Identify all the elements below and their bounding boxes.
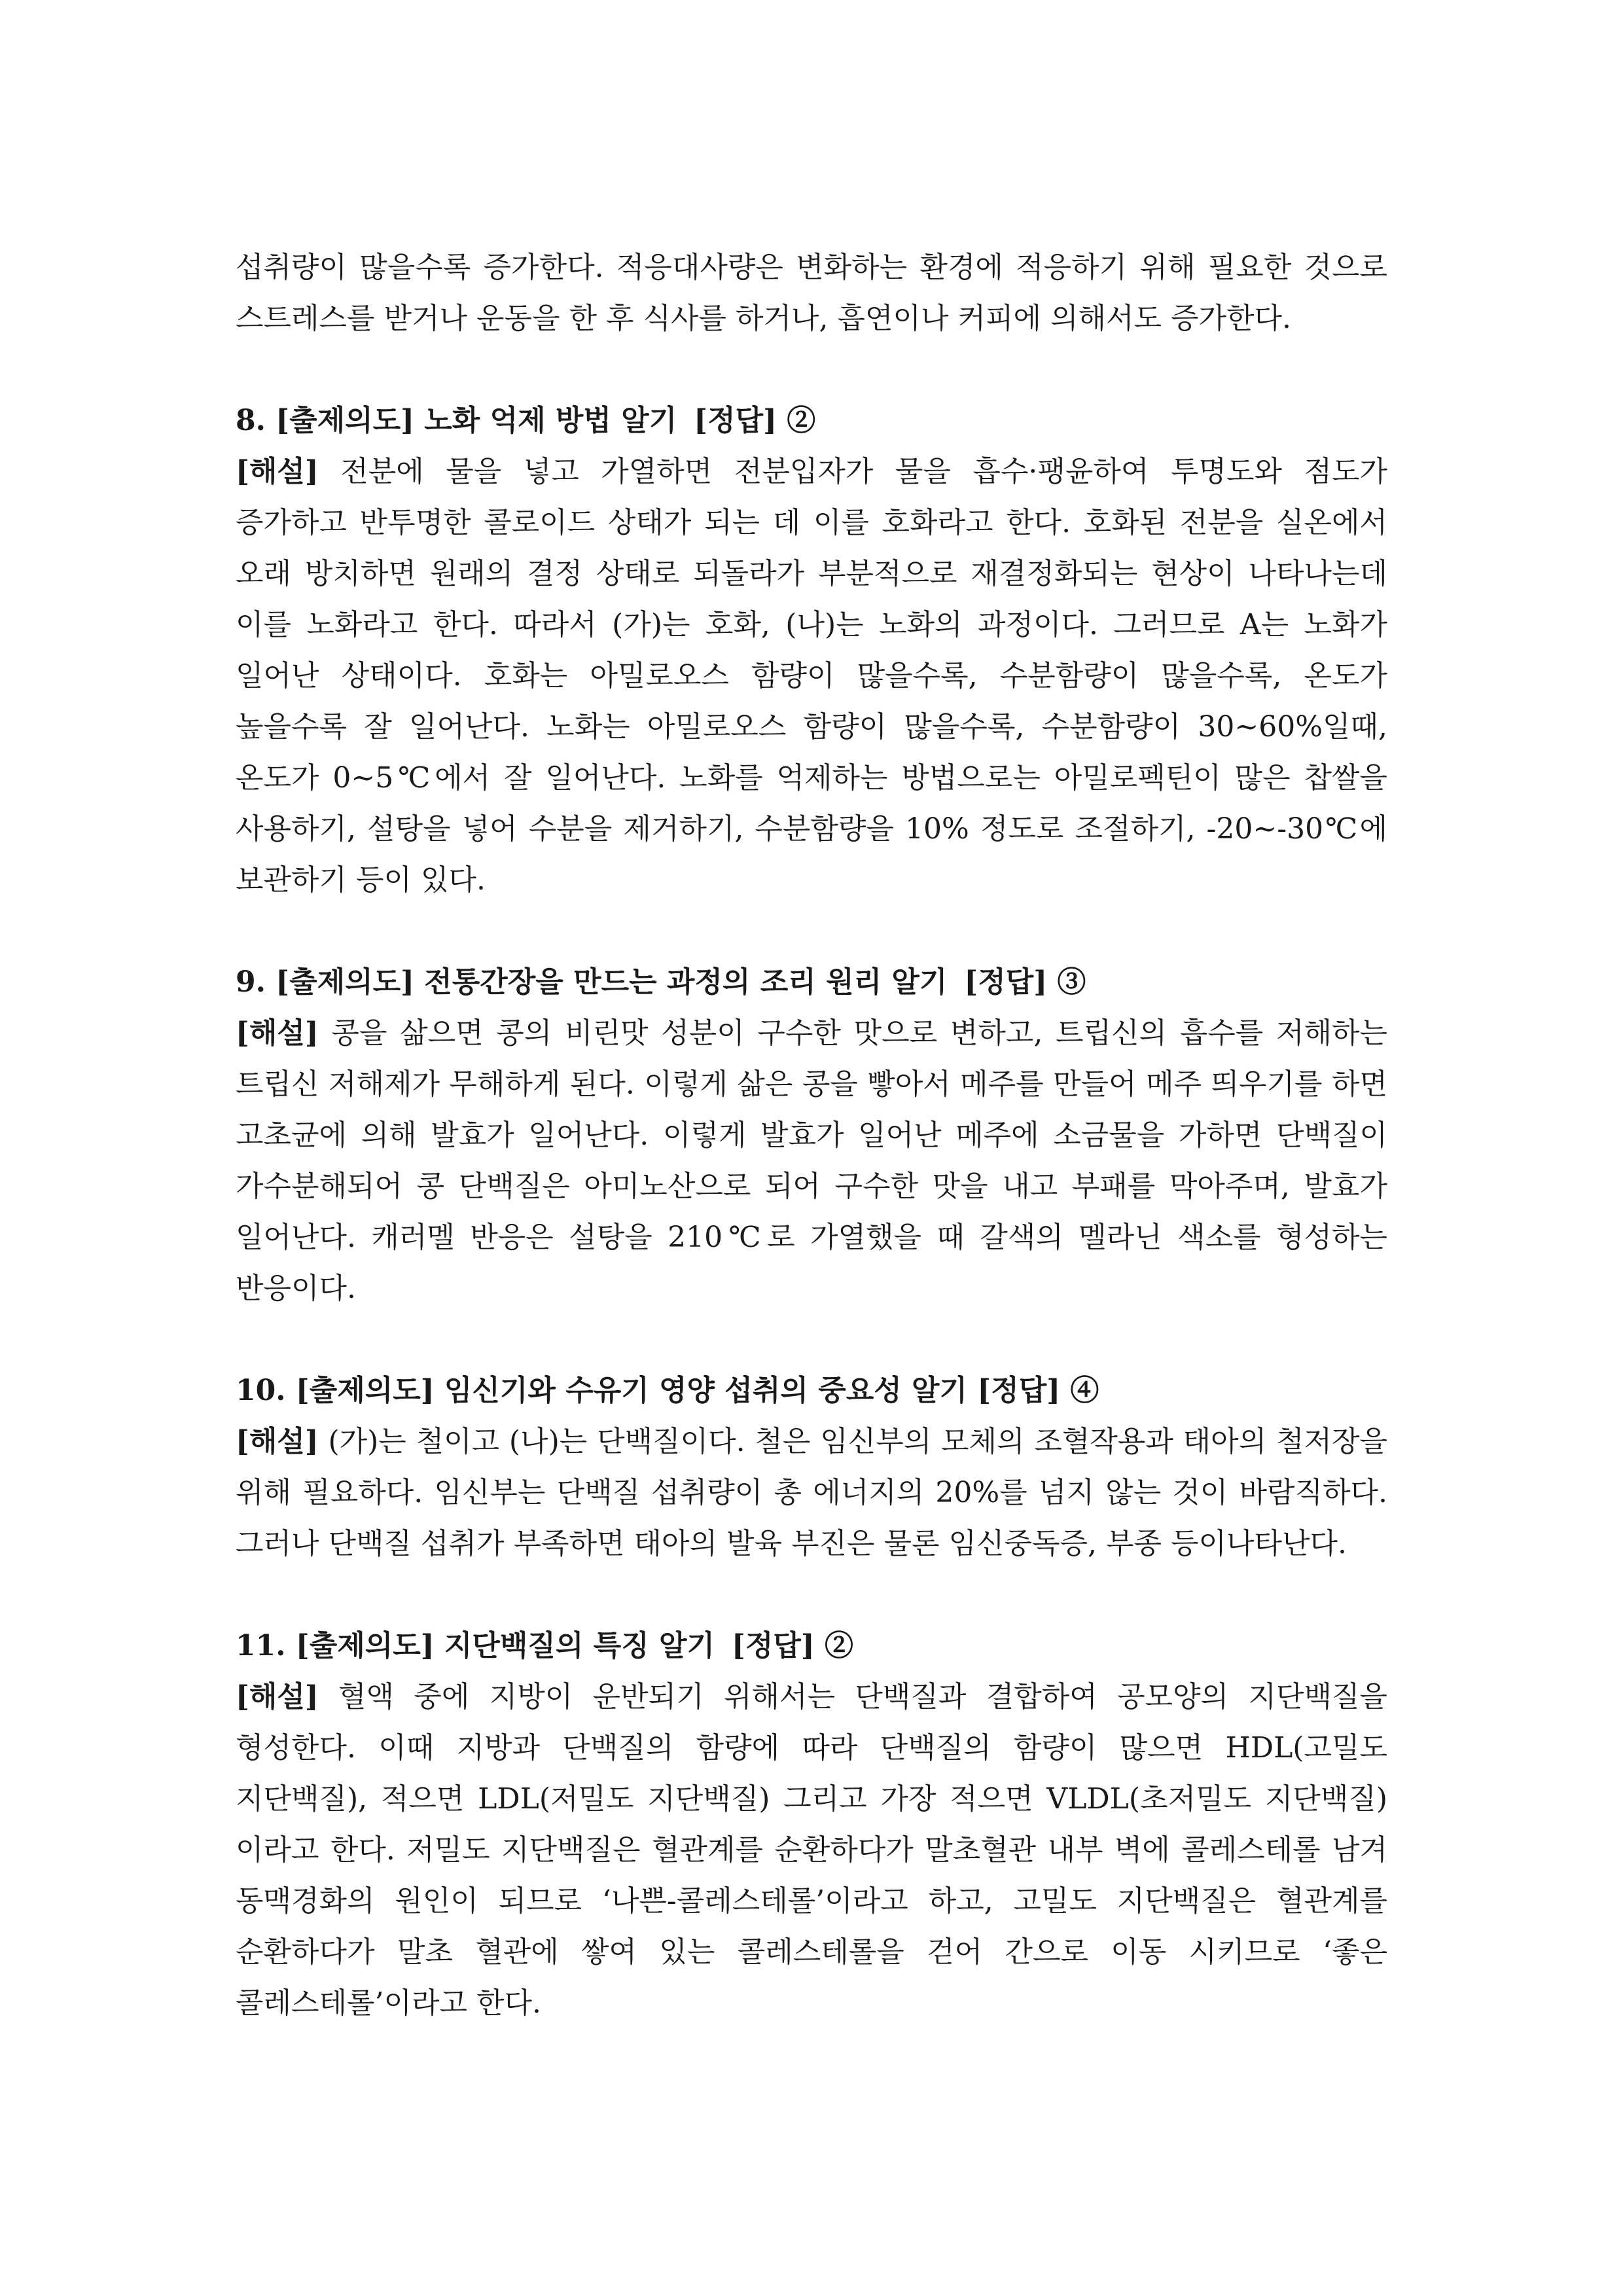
answer-label: [정답] xyxy=(732,1629,815,1662)
answer-value: ④ xyxy=(1070,1374,1099,1407)
question-10-heading xyxy=(236,1365,1387,1416)
question-11-heading xyxy=(236,1621,1387,1672)
intent-text: 전통간장을 만드는 과정의 조리 원리 알기 xyxy=(424,965,948,999)
question-11-section xyxy=(236,1621,1387,2029)
answer-label: [정답] xyxy=(964,965,1048,999)
question-11-explanation xyxy=(236,1672,1387,2029)
explanation-text: 혈액 중에 지방이 운반되기 위해서는 단백질과 결합하여 공모양의 지단백질을 형성한다. 이때 지방과 단백질의 함량에 따라 단백질의 함량이 많으면 HDL(고밀도 지단백질), 적으면 LDL(저밀도 지단백질) 그리고 가장 적으면 VLDL(초저밀도 지단백질)이라고 한다. 저밀도 지단백질은 혈관계를 순환하다가 말초혈관 내부 벽에 콜레스테롤 남겨 동맥경화의 원인이 되므로 ‘나쁜-콜레스테롤’이라고 하고, 고밀도 지단백질은 혈관계를 순환하다가 말초 혈관에 쌓여 있는 콜레스테롤을 걷어 간으로 이동 시키므로 ‘좋은 콜레스테롤’이라고 한다. xyxy=(236,1680,1387,2020)
question-number: 9. xyxy=(236,965,266,999)
question-10-section xyxy=(236,1365,1387,1570)
intro-paragraph: 섭취량이 많을수록 증가한다. 적응대사량은 변화하는 환경에 적응하기 위해 필요한 것으로 스트레스를 받거나 운동을 한 후 식사를 하거나, 흡연이나 커피에 의해서도 증가한다. xyxy=(236,251,1387,335)
question-10-explanation xyxy=(236,1416,1387,1570)
question-number: 8. xyxy=(236,404,266,437)
answer-explanation-page xyxy=(236,242,1387,2029)
explanation-label: [해설] xyxy=(236,1016,319,1050)
explanation-text: (가)는 철이고 (나)는 단백질이다. 철은 임신부의 모체의 조혈작용과 태아의 철저장을 위해 필요하다. 임신부는 단백질 섭취량이 총 에너지의 20%를 넘지 않는 것이 바람직하다. 그러나 단백질 섭취가 부족하면 태아의 발육 부진은 물론 임신중독증, 부종 등이나타난다. xyxy=(236,1425,1387,1560)
answer-label: [정답] xyxy=(977,1374,1061,1407)
intent-label: [출제의도] xyxy=(295,1629,435,1662)
answer-value: ② xyxy=(787,404,816,437)
question-9-section xyxy=(236,957,1387,1314)
question-8-section xyxy=(236,395,1387,906)
answer-value: ② xyxy=(825,1629,854,1662)
answer-label: [정답] xyxy=(694,404,777,437)
explanation-label: [해설] xyxy=(236,1680,319,1713)
explanation-label: [해설] xyxy=(236,1425,319,1458)
question-number: 10. xyxy=(236,1374,286,1407)
question-number: 11. xyxy=(236,1629,286,1662)
answer-value: ③ xyxy=(1057,965,1086,999)
intent-text: 노화 억제 방법 알기 xyxy=(424,404,677,437)
explanation-label: [해설] xyxy=(236,455,319,488)
question-8-explanation xyxy=(236,446,1387,906)
explanation-text: 전분에 물을 넣고 가열하면 전분입자가 물을 흡수·팽윤하여 투명도와 점도가 증가하고 반투명한 콜로이드 상태가 되는 데 이를 호화라고 한다. 호화된 전분을 실온에서 오래 방치하면 원래의 결정 상태로 되돌라가 부분적으로 재결정화되는 현상이 나타나는데 이를 노화라고 한다. 따라서 (가)는 호화, (나)는 노화의 과정이다. 그러므로 A는 노화가 일어난 상태이다. 호화는 아밀로오스 함량이 많을수록, 수분함량이 많을수록, 온도가 높을수록 잘 일어난다. 노화는 아밀로오스 함량이 많을수록, 수분함량이 30~60%일때, 온도가 0~5℃에서 잘 일어난다. 노화를 억제하는 방법으로는 아밀로펙틴이 많은 찹쌀을 사용하기, 설탕을 넣어 수분을 제거하기, 수분함량을 10% 정도로 조절하기, -20~-30℃에 보관하기 등이 있다. xyxy=(236,455,1387,897)
question-8-heading xyxy=(236,395,1387,446)
explanation-text: 콩을 삶으면 콩의 비린맛 성분이 구수한 맛으로 변하고, 트립신의 흡수를 저해하는 트립신 저해제가 무해하게 된다. 이렇게 삶은 콩을 빻아서 메주를 만들어 메주 띄우기를 하면 고초균에 의해 발효가 일어난다. 이렇게 발효가 일어난 메주에 소금물을 가하면 단백질이 가수분해되어 콩 단백질은 아미노산으로 되어 구수한 맛을 내고 부패를 막아주며, 발효가 일어난다. 캐러멜 반응은 설탕을 210℃로 가열했을 때 갈색의 멜라닌 색소를 형성하는 반응이다. xyxy=(236,1016,1387,1305)
intent-label: [출제의도] xyxy=(276,404,414,437)
intent-text: 지단백질의 특징 알기 xyxy=(444,1629,715,1662)
intent-text: 임신기와 수유기 영양 섭취의 중요성 알기 xyxy=(444,1374,968,1407)
intent-label: [출제의도] xyxy=(276,965,414,999)
intent-label: [출제의도] xyxy=(295,1374,435,1407)
question-9-explanation xyxy=(236,1008,1387,1314)
question-9-heading xyxy=(236,957,1387,1008)
